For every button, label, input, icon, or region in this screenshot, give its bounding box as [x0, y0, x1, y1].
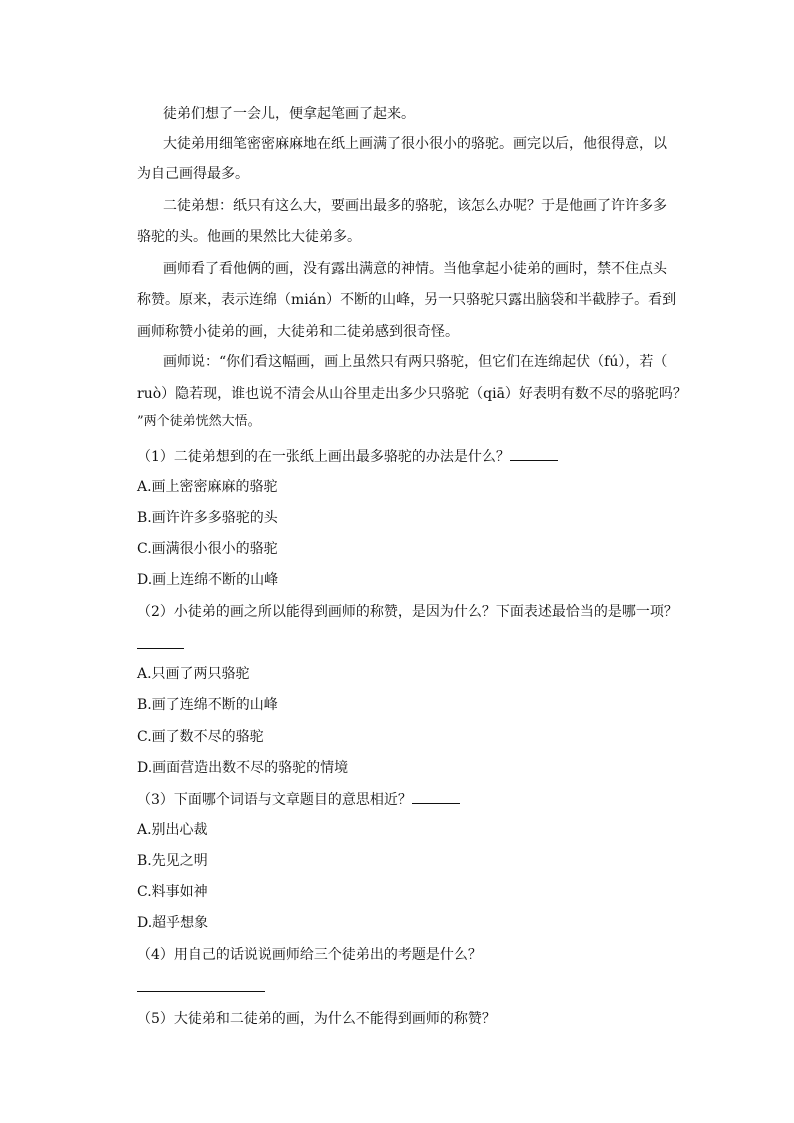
- question-2-option-a: A.只画了两只骆驼: [137, 666, 250, 682]
- question-2-stem: （2）小徒弟的画之所以能得到画师的称赞，是因为什么？下面表述最恰当的是哪一项？: [137, 604, 678, 620]
- passage-paragraph-3-line-1: 二徒弟想：纸只有这么大，要画出最多的骆驼，该怎么办呢？于是他画了许许多多: [163, 198, 667, 214]
- passage-paragraph-2-line-2: 为自己画得最多。: [137, 166, 249, 182]
- passage-paragraph-4-line-3: 画师称赞小徒弟的画，大徒弟和二徒弟感到很奇怪。: [137, 324, 459, 340]
- question-5-stem: （5）大徒弟和二徒弟的画，为什么不能得到画师的称赞？: [137, 1011, 496, 1027]
- answer-blank-2[interactable]: [137, 648, 184, 649]
- passage-paragraph-5-line-3: ”两个徒弟恍然大悟。: [137, 414, 261, 429]
- question-1-option-c: C.画满很小很小的骆驼: [137, 541, 278, 557]
- question-3-stem: （3）下面哪个词语与文章题目的意思相近？: [137, 792, 412, 808]
- answer-blank-3[interactable]: [412, 789, 460, 804]
- passage-paragraph-4-line-2: 称赞。原来，表示连绵（mián）不断的山峰，另一只骆驼只露出脑袋和半截脖子。看到: [137, 292, 677, 308]
- question-2-option-d: D.画面营造出数不尽的骆驼的情境: [137, 760, 349, 776]
- question-2-option-b: B.画了连绵不断的山峰: [137, 697, 278, 713]
- answer-blank-4[interactable]: [137, 991, 265, 992]
- passage-paragraph-1: 徒弟们想了一会儿，便拿起笔画了起来。: [163, 106, 415, 122]
- passage-paragraph-2-line-1: 大徒弟用细笔密密麻麻地在纸上画满了很小很小的骆驼。画完以后，他很得意，以: [163, 136, 667, 152]
- question-4-stem: （4）用自己的话说说画师给三个徒弟出的考题是什么？: [137, 947, 482, 963]
- question-2-option-c: C.画了数不尽的骆驼: [137, 729, 264, 745]
- question-1: [137, 446, 558, 467]
- question-3-option-d: D.超乎想象: [137, 915, 209, 931]
- passage-paragraph-3-line-2: 骆驼的头。他画的果然比大徒弟多。: [137, 229, 361, 245]
- question-3-option-c: C.料事如神: [137, 884, 208, 900]
- question-1-option-d: D.画上连绵不断的山峰: [137, 572, 279, 588]
- question-3-option-a: A.别出心裁: [137, 822, 208, 838]
- passage-paragraph-5-line-2: ruò）隐若现，谁也说不清会从山谷里走出多少只骆驼（qiā）好表明有数不尽的骆驼吗？: [137, 386, 687, 402]
- question-1-option-b: B.画许许多多骆驼的头: [137, 510, 278, 526]
- question-1-option-a: A.画上密密麻麻的骆驼: [137, 479, 278, 495]
- passage-paragraph-4-line-1: 画师看了看他俩的画，没有露出满意的神情。当他拿起小徒弟的画时，禁不住点头: [163, 261, 667, 277]
- answer-blank-1[interactable]: [510, 446, 558, 461]
- passage-paragraph-5-line-1: 画师说：“你们看这幅画，画上虽然只有两只骆驼，但它们在连绵起伏（fú），若（: [163, 354, 668, 370]
- question-1-stem: （1）二徒弟想到的在一张纸上画出最多骆驼的办法是什么？: [137, 449, 510, 465]
- question-3-option-b: B.先见之明: [137, 853, 208, 869]
- question-3: [137, 789, 460, 810]
